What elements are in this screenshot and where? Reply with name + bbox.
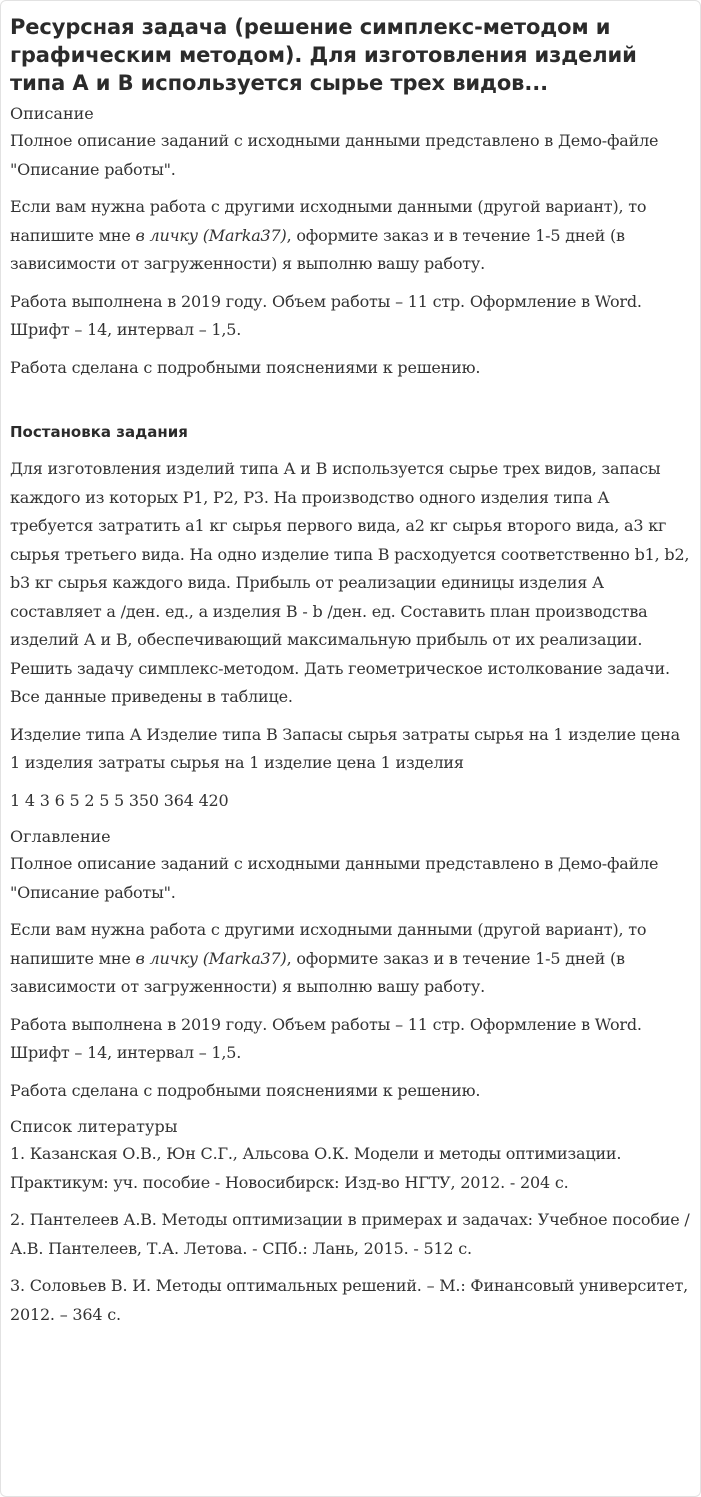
- description-paragraph-2: [10, 193, 691, 279]
- toc-p2-before: Если вам нужна работа с другими исходными данными (другой вариант), то напишите мне: [10, 920, 647, 968]
- description-paragraph-4: Работа сделана с подробными пояснениями к решению.: [10, 357, 481, 377]
- spacer: [10, 391, 691, 418]
- task-heading: Постановка задания: [10, 423, 188, 441]
- description-p2-before: Если вам нужна работа с другими исходными данными (другой вариант), то напишите мне: [10, 197, 647, 245]
- literature-item: 3. Соловьев В. И. Методы оптимальных решений. – М.: Финансовый университет, 2012. – 364 с.: [10, 1276, 689, 1324]
- task-paragraph-3: 1 4 3 6 5 2 5 5 350 364 420: [10, 790, 229, 810]
- description-paragraph-1: Полное описание заданий с исходными данными представлено в Демо-файле "Описание работы".: [10, 131, 659, 179]
- toc-paragraph-2: [10, 916, 691, 1002]
- toc-section: [10, 824, 691, 1105]
- author-message-link[interactable]: в личку (Marka37): [135, 225, 287, 245]
- description-p2-after: , оформите заказ и в течение 1-5 дней (в зависимости от загруженности) я выполню вашу работу.: [10, 225, 625, 273]
- literature-item: 2. Пантелеев А.В. Методы оптимизации в примерах и задачах: Учебное пособие / А.В. Пантелеев, Т.А. Летова. - СПб.: Лань, 2015. - 512 с.: [10, 1210, 690, 1258]
- literature-label: Список литературы: [10, 1117, 178, 1136]
- description-label: Описание: [10, 104, 94, 123]
- toc-p2-after: , оформите заказ и в течение 1-5 дней (в зависимости от загруженности) я выполню вашу работу.: [10, 948, 625, 996]
- description-paragraph-3: Работа выполнена в 2019 году. Объем работы – 11 стр. Оформление в Word. Шрифт – 14, интервал – 1,5.: [10, 291, 642, 339]
- task-section: [10, 418, 691, 815]
- toc-paragraph-1: Полное описание заданий с исходными данными представлено в Демо-файле "Описание работы".: [10, 854, 659, 902]
- author-message-link[interactable]: в личку (Marka37): [135, 948, 287, 968]
- description-section: [10, 101, 691, 382]
- task-paragraph-2: Изделие типа А Изделие типа В Запасы сырья затраты сырья на 1 изделие цена 1 изделия затраты сырья на 1 изделие цена 1 изделия: [10, 724, 680, 772]
- toc-label: Оглавление: [10, 827, 111, 846]
- task-paragraph-1: Для изготовления изделий типа А и В используется сырье трех видов, запасы каждого из которых Р1, Р2, Р3. На производство одного изделия типа А требуется затратить а1 кг сырья первого вида, а2 кг сырья второго вида, а3 кг сырья третьего вида. На одно изделие типа В расходуется соответственно b1, b2, b3 кг сырья каждого вида. Прибыль от реализации единицы изделия А составляет а /ден. ед., а изделия В - b /ден. ед. Составить план производства изделий А и В, обеспечивающий максимальную прибыль от их реализации. Решить задачу симплекс-методом. Дать геометрическое истолкование задачи. Все данные приведены в таблице.: [10, 459, 690, 706]
- toc-paragraph-3: Работа выполнена в 2019 году. Объем работы – 11 стр. Оформление в Word. Шрифт – 14, интервал – 1,5.: [10, 1014, 642, 1062]
- toc-paragraph-4: Работа сделана с подробными пояснениями к решению.: [10, 1080, 481, 1100]
- literature-item: 1. Казанская О.В., Юн С.Г., Альсова О.К. Модели и методы оптимизации. Практикум: уч. пособие - Новосибирск: Изд-во НГТУ, 2012. - 204 с.: [10, 1144, 622, 1192]
- literature-section: [10, 1114, 691, 1329]
- page-title: Ресурсная задача (решение симплекс-методом и графическим методом). Для изготовления изделий типа А и В используется сырье трех видов...: [10, 15, 637, 95]
